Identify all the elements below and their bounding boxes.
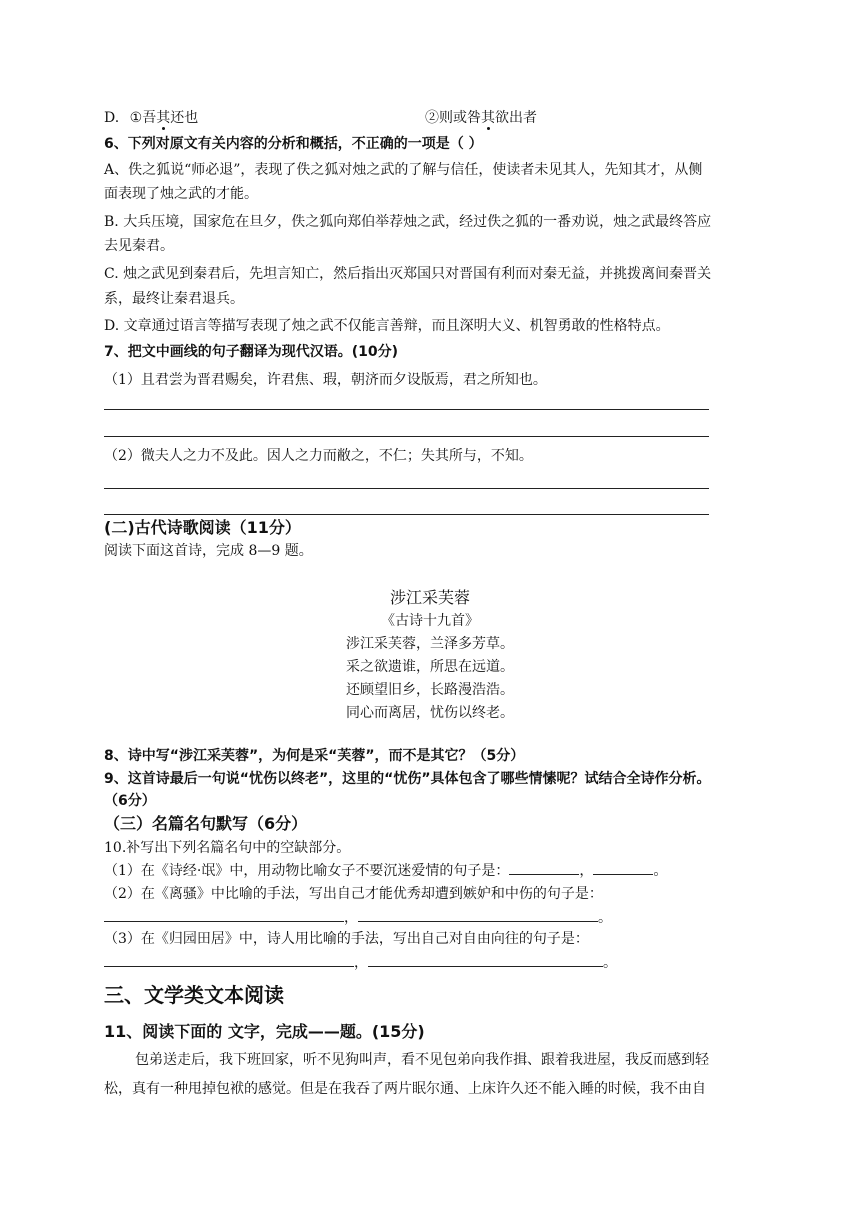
answer-line xyxy=(104,514,709,515)
section-3-heading: 三、文学类文本阅读 xyxy=(104,983,284,1007)
answer-line xyxy=(104,488,709,489)
poem-source: 《古诗十九首》 xyxy=(381,613,479,629)
fill-blank[interactable] xyxy=(358,907,598,922)
q6-option-c-line2: 系，最终让秦君退兵。 xyxy=(104,291,244,307)
poem-title: 涉江采芙蓉 xyxy=(389,588,470,607)
recite-item-1: （1）在《诗经·氓》中，用动物比喻女子不要沉迷爱情的句子是： ， 。 xyxy=(104,860,667,881)
passage-line: 松，真有一种甩掉包袱的感觉。但是在我吞了两片眠尔通、上床许久还不能入睡的时候，我不由自 xyxy=(104,1081,706,1097)
q7-sentence-2: （2）微夫人之力不及此。因人之力而敝之，不仁；失其所与，不知。 xyxy=(104,448,533,464)
q6-title: 6、下列对原文有关内容的分析和概括，不正确的一项是（ ） xyxy=(104,136,483,152)
q6-option-a-line1: A、佚之狐说“师必退”，表现了佚之狐对烛之武的了解与信任，使读者未见其人，先知其才，从侧 xyxy=(104,162,703,178)
recite-section-heading: （三）名篇名句默写（6分） xyxy=(104,814,308,833)
fill-blank[interactable] xyxy=(104,907,344,922)
q6-option-b-line1: B. 大兵压境，国家危在旦夕，佚之狐向郑伯举荐烛之武，经过佚之狐的一番劝说，烛之武最终答应 xyxy=(104,214,712,230)
passage-line: 包弟送走后，我下班回家，听不见狗叫声，看不见包弟向我作揖、跟着我进屋，我反而感到轻 xyxy=(135,1052,709,1068)
recite-item-2: （2）在《离骚》中比喻的手法，写出自己才能优秀却遭到嫉妒和中伤的句子是： xyxy=(104,886,603,902)
q9-question: 9、这首诗最后一句说“忧伤以终老”，这里的“忧伤”具体包含了哪些情愫呢？试结合全诗作分析。 xyxy=(104,771,711,787)
answer-line xyxy=(104,436,709,437)
poem-line: 涉江采芙蓉，兰泽多芳草。 xyxy=(346,636,514,652)
fill-blank[interactable] xyxy=(593,860,653,875)
poem-line: 同心而离居，忧伤以终老。 xyxy=(346,705,514,721)
fill-blank[interactable] xyxy=(104,952,354,967)
recite-item-3-answers: ， 。 xyxy=(104,952,617,973)
q7-title: 7、把文中画线的句子翻译为现代汉语。(10分) xyxy=(104,344,399,360)
recite-item-3: （3）在《归园田居》中，诗人用比喻的手法，写出自己对自由向往的句子是： xyxy=(104,931,589,947)
q5-option-d-second: ②则或咎其欲出者 xyxy=(425,110,537,126)
q9-points: （6分） xyxy=(104,793,156,809)
q8-question: 8、诗中写“涉江采芙蓉”，为何是采“芙蓉”，而不是其它？（5分） xyxy=(104,748,525,764)
fill-blank[interactable] xyxy=(368,952,603,967)
q6-option-d: D. 文章通过语言等描写表现了烛之武不仅能言善辩，而且深明大义、机智勇敢的性格特点。 xyxy=(104,318,670,334)
recite-item-2-answers: ， 。 xyxy=(104,907,612,928)
fill-blank[interactable] xyxy=(509,860,579,875)
q11-title: 11、阅读下面的 文字，完成——题。(15分) xyxy=(104,1022,425,1041)
q6-option-c-line1: C. 烛之武见到秦君后，先坦言知亡，然后指出灭郑国只对晋国有利而对秦无益，并挑拨离间秦晋关 xyxy=(104,266,712,282)
poetry-intro: 阅读下面这首诗，完成 8—9 题。 xyxy=(104,543,313,559)
poem-line: 采之欲遗谁，所思在远道。 xyxy=(346,659,514,675)
poetry-section-heading: (二)古代诗歌阅读（11分） xyxy=(104,518,301,537)
answer-line xyxy=(104,409,709,410)
recite-intro: 10.补写出下列名篇名句中的空缺部分。 xyxy=(104,840,351,856)
q7-sentence-1: （1）且君尝为晋君赐矣，许君焦、瑕，朝济而夕设版焉，君之所知也。 xyxy=(104,372,547,388)
q5-option-d: D. ①吾其还也 xyxy=(104,110,199,126)
q6-option-a-line2: 面表现了烛之武的才能。 xyxy=(104,186,258,202)
q6-option-b-line2: 去见秦君。 xyxy=(104,238,174,254)
poem-line: 还顾望旧乡，长路漫浩浩。 xyxy=(346,682,514,698)
